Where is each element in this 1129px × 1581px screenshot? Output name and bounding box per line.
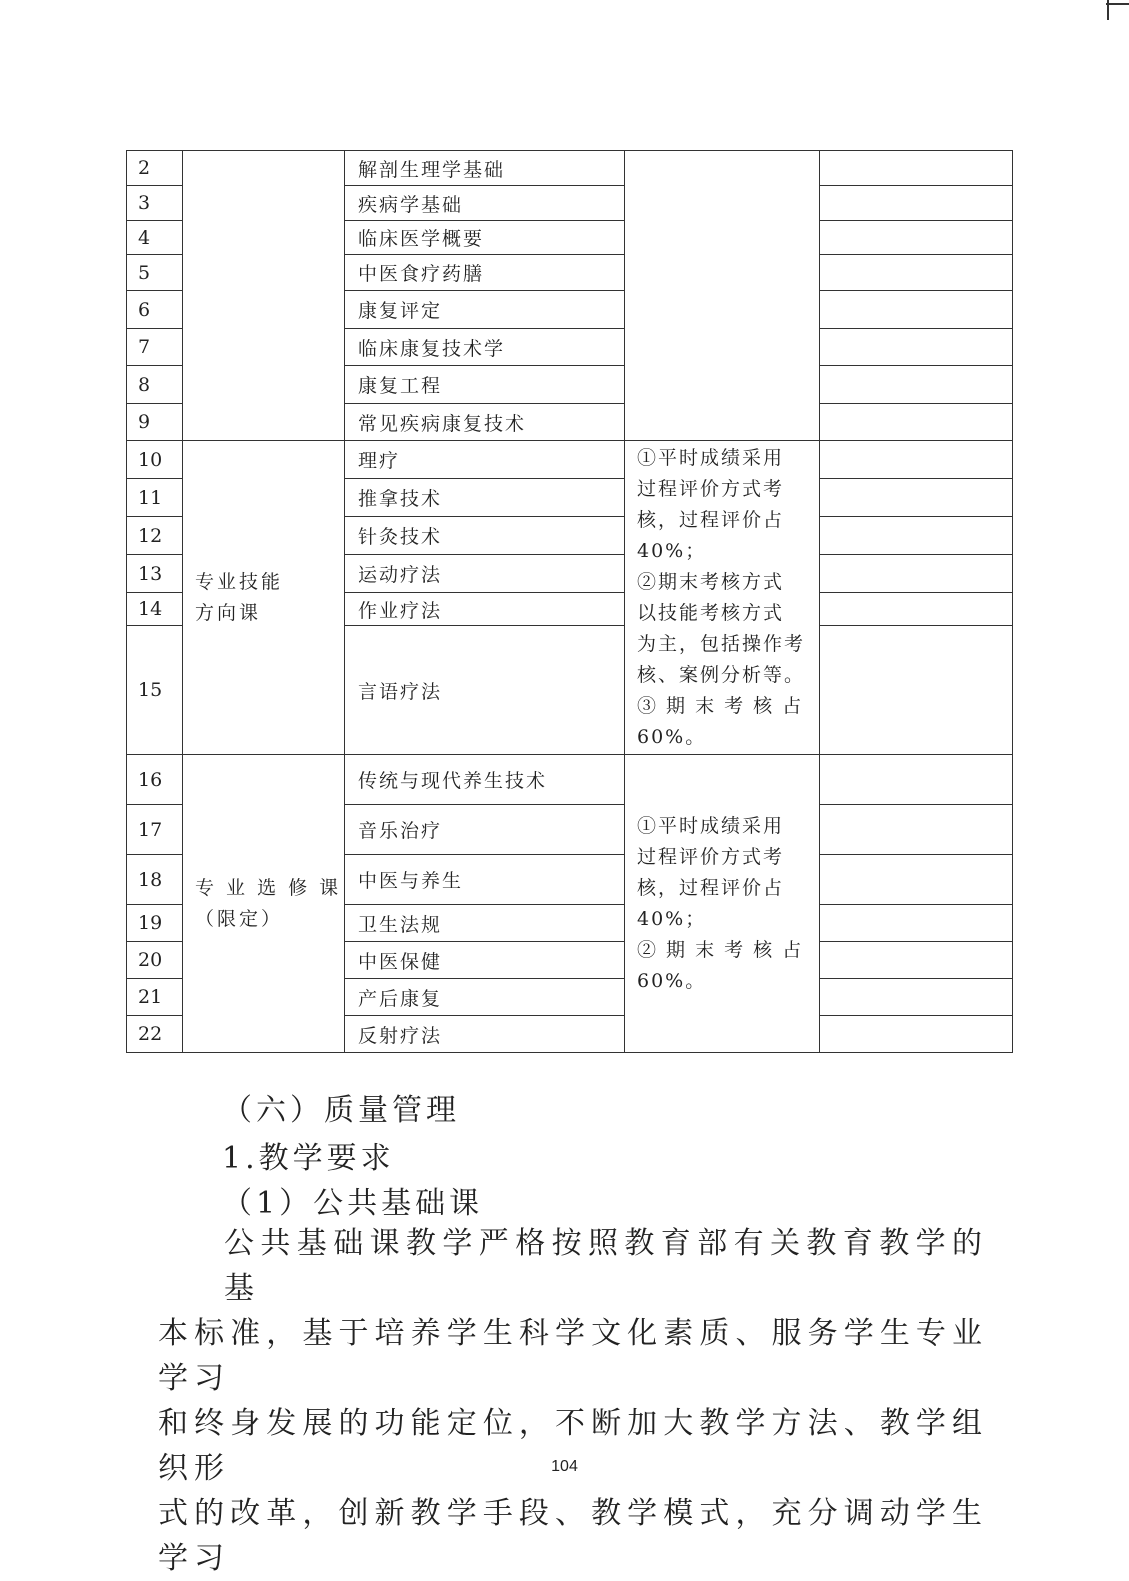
remarks-cell xyxy=(820,593,1013,626)
remarks-cell xyxy=(820,366,1013,404)
course-name: 疾病学基础 xyxy=(345,186,625,221)
paragraph-line: 本标准，基于培养学生科学文化素质、服务学生专业学习 xyxy=(158,1316,988,1396)
row-number: 15 xyxy=(127,626,183,755)
assessment-line: ③ 期 末 考 核 占 xyxy=(637,694,804,717)
row-number: 18 xyxy=(127,855,183,905)
row-number: 3 xyxy=(127,186,183,221)
remarks-cell xyxy=(820,555,1013,593)
remarks-cell xyxy=(820,805,1013,855)
course-name: 卫生法规 xyxy=(345,905,625,942)
sub-heading: 1.教学要求 xyxy=(222,1141,395,1176)
row-number: 22 xyxy=(127,1016,183,1053)
row-number: 12 xyxy=(127,517,183,555)
remarks-cell xyxy=(820,626,1013,755)
assessment-line: 60%。 xyxy=(637,969,707,992)
row-number: 21 xyxy=(127,979,183,1016)
course-name: 作业疗法 xyxy=(345,593,625,626)
assessment-line: 核，过程评价占 xyxy=(637,876,785,899)
row-number: 19 xyxy=(127,905,183,942)
assessment-method-c xyxy=(625,755,820,1053)
course-name: 临床康复技术学 xyxy=(345,329,625,366)
assessment-cell-empty xyxy=(625,151,820,441)
remarks-cell xyxy=(820,329,1013,366)
row-number: 6 xyxy=(127,291,183,329)
category-professional-skills xyxy=(183,441,345,755)
course-name: 推拿技术 xyxy=(345,479,625,517)
page-number: 104 xyxy=(551,1458,578,1475)
assessment-method-b xyxy=(625,441,820,755)
course-name: 康复评定 xyxy=(345,291,625,329)
body-paragraph xyxy=(158,1221,988,1581)
row-number: 5 xyxy=(127,255,183,291)
remarks-cell xyxy=(820,479,1013,517)
remarks-cell xyxy=(820,942,1013,979)
category-line: 专业技能 xyxy=(195,570,284,593)
category-cell-empty xyxy=(183,151,345,441)
row-number: 7 xyxy=(127,329,183,366)
remarks-cell xyxy=(820,221,1013,255)
remarks-cell xyxy=(820,404,1013,441)
remarks-cell xyxy=(820,291,1013,329)
assessment-line: 40%； xyxy=(637,539,707,562)
row-number: 9 xyxy=(127,404,183,441)
category-line: 方向课 xyxy=(195,601,262,624)
remarks-cell xyxy=(820,255,1013,291)
course-name: 中医保健 xyxy=(345,942,625,979)
course-name: 理疗 xyxy=(345,441,625,479)
course-name: 康复工程 xyxy=(345,366,625,404)
course-name: 中医与养生 xyxy=(345,855,625,905)
course-name: 运动疗法 xyxy=(345,555,625,593)
row-number: 20 xyxy=(127,942,183,979)
category-professional-elective xyxy=(183,755,345,1053)
category-line: 专 业 选 修 课 xyxy=(195,876,342,899)
remarks-cell xyxy=(820,1016,1013,1053)
assessment-line: 过程评价方式考 xyxy=(637,845,785,868)
paragraph-line: 公共基础课教学严格按照教育部有关教育教学的基 xyxy=(224,1226,988,1306)
sub-sub-heading: （1）公共基础课 xyxy=(222,1186,484,1221)
row-number: 16 xyxy=(127,755,183,805)
assessment-line: 为主，包括操作考 xyxy=(637,632,806,655)
course-name: 言语疗法 xyxy=(345,626,625,755)
assessment-line: 核，过程评价占 xyxy=(637,508,785,531)
row-number: 8 xyxy=(127,366,183,404)
section-heading: （六）质量管理 xyxy=(222,1093,460,1128)
assessment-line: ② 期 末 考 核 占 xyxy=(637,938,804,961)
course-name: 音乐治疗 xyxy=(345,805,625,855)
assessment-line: 60%。 xyxy=(637,725,707,748)
row-number: 10 xyxy=(127,441,183,479)
remarks-cell xyxy=(820,755,1013,805)
course-name: 解剖生理学基础 xyxy=(345,151,625,186)
course-name: 常见疾病康复技术 xyxy=(345,404,625,441)
assessment-line: ②期末考核方式 xyxy=(637,570,785,593)
course-name: 反射疗法 xyxy=(345,1016,625,1053)
row-number: 11 xyxy=(127,479,183,517)
remarks-cell xyxy=(820,151,1013,186)
remarks-cell xyxy=(820,186,1013,221)
course-name: 传统与现代养生技术 xyxy=(345,755,625,805)
assessment-line: 过程评价方式考 xyxy=(637,477,785,500)
remarks-cell xyxy=(820,441,1013,479)
row-number: 4 xyxy=(127,221,183,255)
crop-mark-vertical xyxy=(1107,0,1109,20)
crop-mark-horizontal xyxy=(1106,3,1129,5)
course-table xyxy=(126,150,1013,1053)
row-number: 13 xyxy=(127,555,183,593)
remarks-cell xyxy=(820,517,1013,555)
course-name: 临床医学概要 xyxy=(345,221,625,255)
assessment-line: 以技能考核方式 xyxy=(637,601,785,624)
row-number: 2 xyxy=(127,151,183,186)
remarks-cell xyxy=(820,979,1013,1016)
category-line: （限定） xyxy=(195,907,284,930)
row-number: 17 xyxy=(127,805,183,855)
assessment-line: 40%； xyxy=(637,907,707,930)
remarks-cell xyxy=(820,855,1013,905)
paragraph-line: 和终身发展的功能定位，不断加大教学方法、教学组织形 xyxy=(158,1406,988,1486)
row-number: 14 xyxy=(127,593,183,626)
remarks-cell xyxy=(820,905,1013,942)
assessment-line: ①平时成绩采用 xyxy=(637,446,785,469)
course-name: 针灸技术 xyxy=(345,517,625,555)
assessment-line: 核、案例分析等。 xyxy=(637,663,806,686)
course-name: 产后康复 xyxy=(345,979,625,1016)
paragraph-line: 式的改革，创新教学手段、教学模式，充分调动学生学习 xyxy=(158,1496,988,1576)
course-name: 中医食疗药膳 xyxy=(345,255,625,291)
assessment-line: ①平时成绩采用 xyxy=(637,814,785,837)
